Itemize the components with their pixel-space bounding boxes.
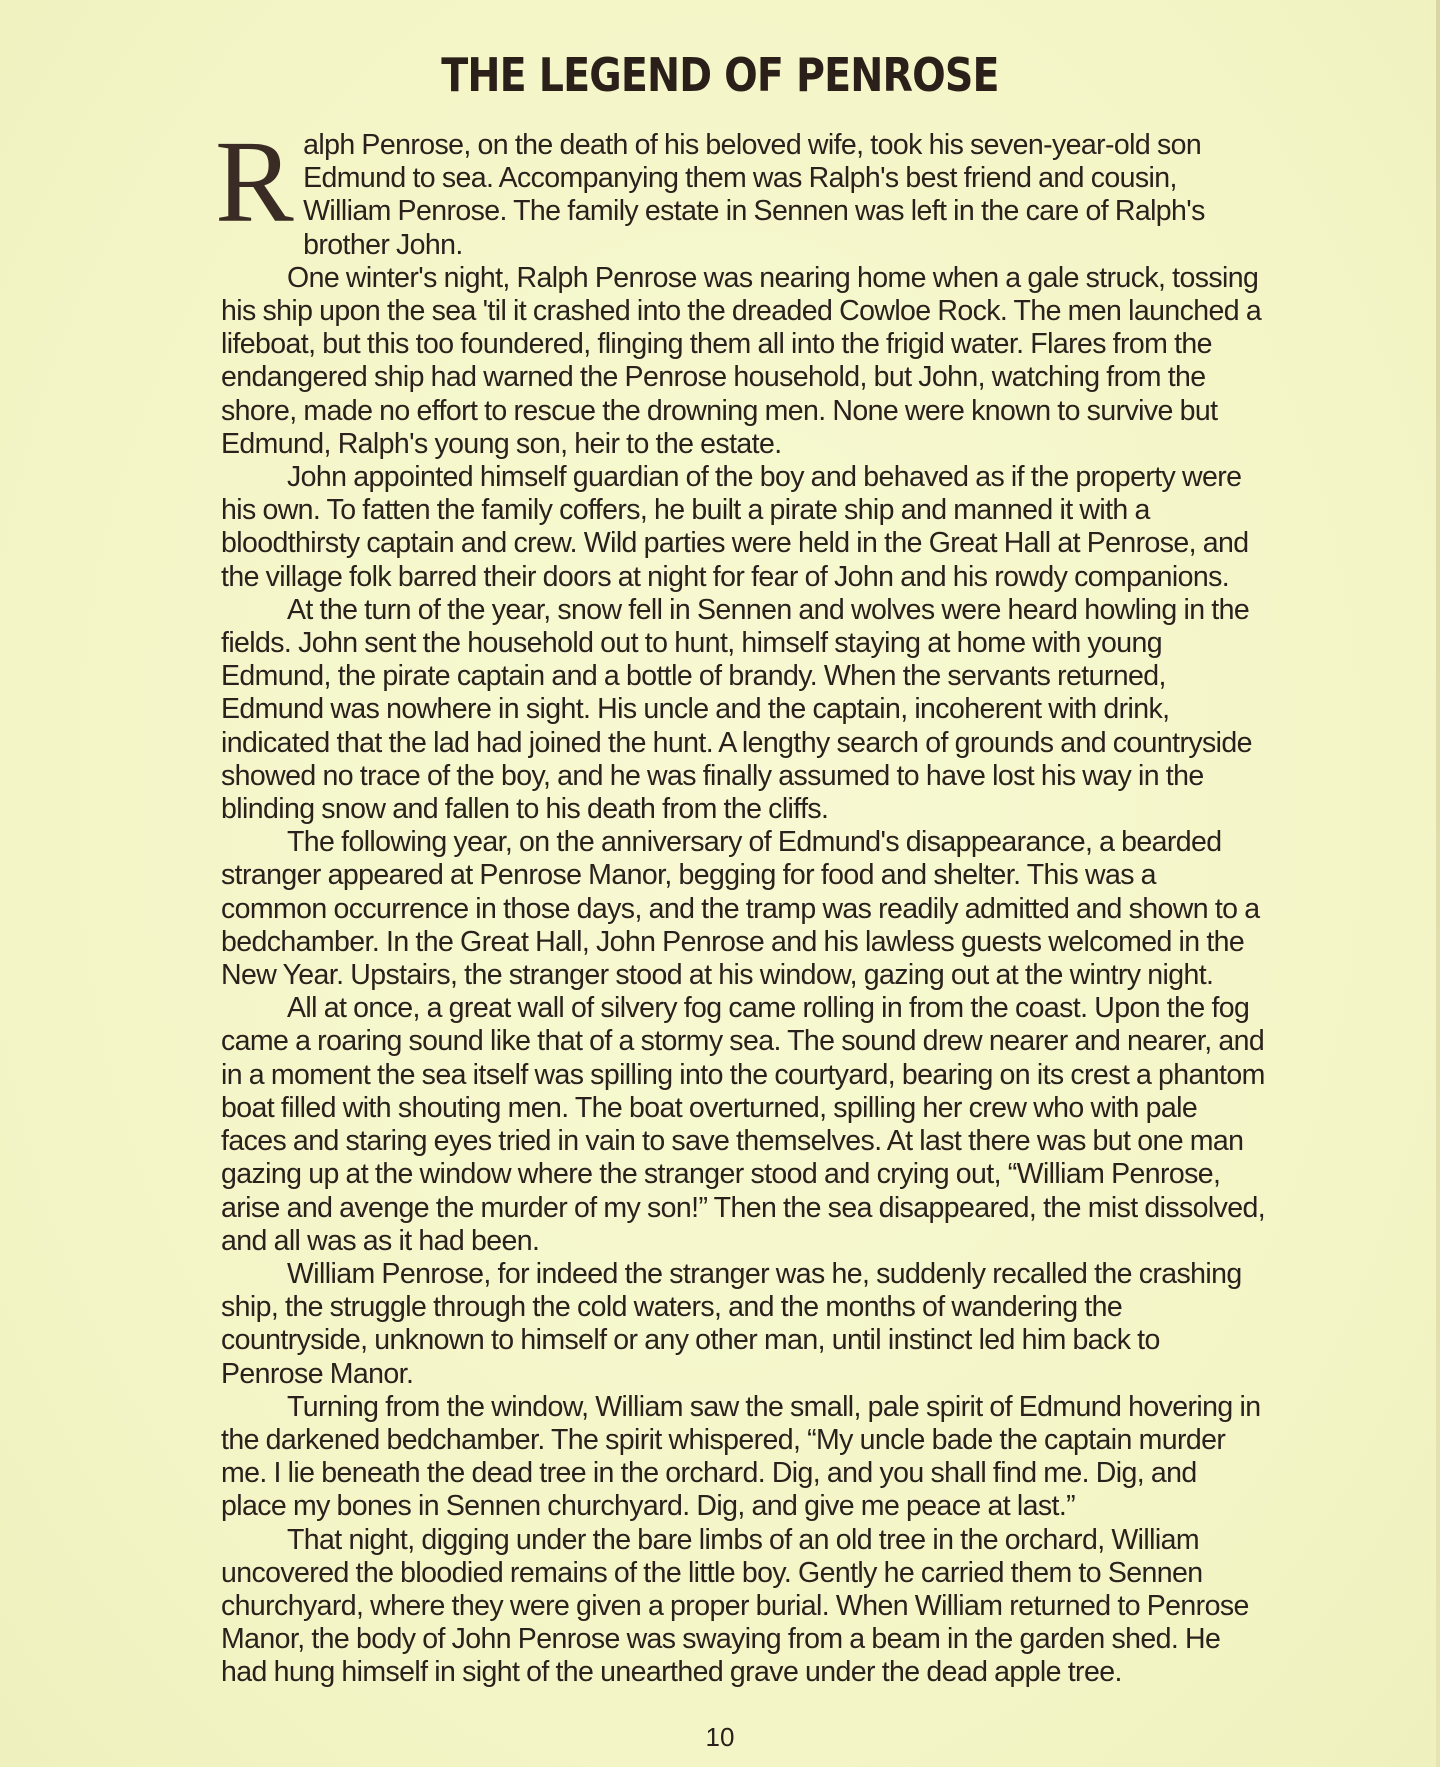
story-paragraph-8: Turning from the window, William saw the small, pale spirit of Edmund hovering in the darkened bedchamber. The spirit whispered, “My uncle bade the captain murder me. I lie beneath the dead tree in the orchard. Dig, and you shall find me. Dig, and place my bones in Sennen churchyard. Dig, and give me peace at last.” xyxy=(221,1390,1261,1523)
story-paragraph-3: John appointed himself guardian of the boy and behaved as if the property were his own. To fatten the family coffers, he built a pirate ship and manned it with a bloodthirsty captain and crew. Wild parties were held in the Great Hall at Penrose, and the village folk barred their doors at night for fear of John and his rowdy companions. xyxy=(221,461,1249,593)
page-number: 10 xyxy=(705,1722,735,1752)
page-title: THE LEGEND OF PENROSE xyxy=(441,48,999,102)
story-paragraph-5: The following year, on the anniversary of Edmund's disappearance, a bearded stranger appeared at Penrose Manor, begging for food and shelter. This was a common occurrence in those days, and the tramp was readily admitted and shown to a bedchamber. In the Great Hall, John Penrose and his lawless guests welcomed in the New Year. Upstairs, the stranger stood at his window, gazing out at the wintry night. xyxy=(221,826,1260,992)
drop-cap: R xyxy=(215,116,294,247)
story-paragraph-2: One winter's night, Ralph Penrose was nearing home when a gale struck, tossing his ship upon the sea 'til it crashed into the dreaded Cowloe Rock. The men launched a lifeboat, but this too foundered, flinging them all into the frigid water. Flares from the endangered ship had warned the Penrose household, but John, watching from the shore, made no effort to rescue the drowning men. None were known to survive but Edmund, Ralph's young son, heir to the estate. xyxy=(221,261,1262,460)
story-paragraph-1-text: alph Penrose, on the death of his beloved wife, took his seven-year-old son Edmund to sea. Accompanying them was Ralph's best friend and cousin, William Penrose. The family estate in Sennen was left in the care of Ralph's brother John. xyxy=(303,129,1205,261)
page-edge xyxy=(1436,0,1440,1767)
story-paragraph-7: William Penrose, for indeed the stranger was he, suddenly recalled the crashing ship, the struggle through the cold waters, and the months of wandering the countryside, unknown to himself or any other man, until instinct led him back to Penrose Manor. xyxy=(221,1257,1242,1390)
story-body xyxy=(215,116,1266,1690)
story-paragraph-1 xyxy=(215,116,1266,262)
story-paragraph-9: That night, digging under the bare limbs of an old tree in the orchard, William uncovered the bloodied remains of the little boy. Gently he carried them to Sennen churchyard, where they were given a proper burial. When William returned to Penrose Manor, the body of John Penrose was swaying from a beam in the garden shed. He had hung himself in sight of the unearthed grave under the dead apple tree. xyxy=(221,1523,1249,1689)
story-paragraph-4: At the turn of the year, snow fell in Sennen and wolves were heard howling in the fields. John sent the household out to hunt, himself staying at home with young Edmund, the pirate captain and a bottle of brandy. When the servants returned, Edmund was nowhere in sight. His uncle and the captain, incoherent with drink, indicated that the lad had joined the hunt. A lengthy search of grounds and countryside showed no trace of the boy, and he was finally assumed to have lost his way in the blinding snow and fallen to his death from the cliffs. xyxy=(221,593,1252,826)
story-paragraph-6: All at once, a great wall of silvery fog came rolling in from the coast. Upon the fog came a roaring sound like that of a stormy sea. The sound drew nearer and nearer, and in a moment the sea itself was spilling into the courtyard, bearing on its crest a phantom boat filled with shouting men. The boat overturned, spilling her crew who with pale faces and staring eyes tried in vain to save themselves. At last there was but one man gazing up at the window where the stranger stood and crying out, “William Penrose, arise and avenge the murder of my son!” Then the sea disappeared, the mist dissolved, and all was as it had been. xyxy=(221,992,1266,1257)
